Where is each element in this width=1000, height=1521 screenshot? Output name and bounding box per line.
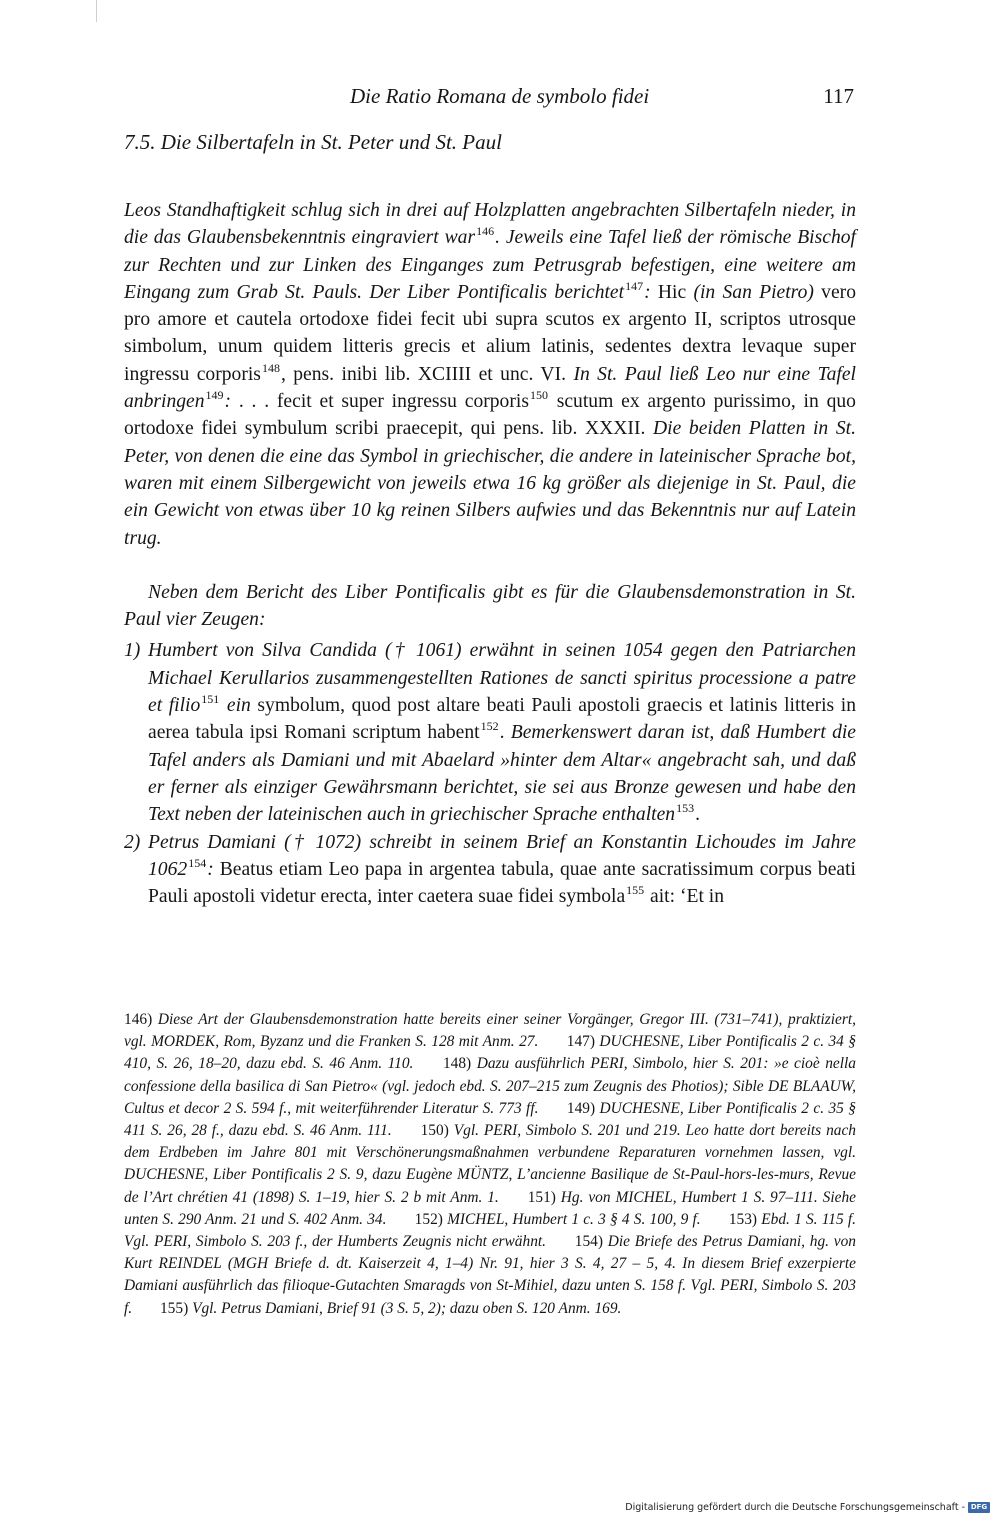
- latin-quote: .: [499, 722, 511, 744]
- footnote-ref[interactable]: 152: [480, 719, 499, 734]
- footnote-number: 151): [527, 1188, 556, 1206]
- footnote-text: Hg. von MICHEL, Humbert 1 S. 97–111. Siehe unten S. 290 Anm. 21 und S. 402 Anm. 34.: [124, 1188, 856, 1228]
- footnote-text: DUCHESNE, Liber Pontificalis 2 c. 35 § 411 S. 26, 28 f., dazu ebd. S. 46 Anm. 111.: [124, 1099, 856, 1140]
- paragraph: [124, 579, 856, 634]
- italic-text: Petrus Damiani († 1072) schreibt in seinem Brief an Konstantin Lichoudes im Jahre 1062: [148, 831, 856, 880]
- latin-quote: Beatus etiam Leo papa in argentea tabula, quae ante sacratissimum corpus beati Pauli apostoli videtur erecta, inter caetera suae fidei symbola: [148, 858, 856, 908]
- footnote-number: 153): [728, 1210, 758, 1228]
- running-title: Die Ratio Romana de symbolo fidei: [350, 84, 650, 108]
- footnote-ref[interactable]: 151: [201, 692, 220, 707]
- latin-quote: symbolum, quod post altare beati Pauli apostoli graecis et latinis litteris in aerea tabula ipsi Romani scriptum habent: [148, 695, 856, 744]
- footnote-number: 149): [566, 1099, 596, 1117]
- footnote-number: 154): [574, 1233, 603, 1251]
- list-number: 2): [124, 831, 141, 853]
- footnote-text: DUCHESNE, Liber Pontificalis 2 c. 34 § 410, S. 26, 18–20, dazu ebd. S. 46 Anm. 110.: [124, 1033, 856, 1073]
- footnotes: [124, 1009, 856, 1320]
- footnote-text: Die Briefe des Petrus Damiani, hg. von Kurt REINDEL (MGH Briefe d. dt. Kaiserzeit 4, 1–4) Nr. 91, hier 3 S. 4, 27 – 5, 4. In diesem Brief exzerpierte Damiani ausführlich das filioque-Gutachten Smaragds von St-Mihiel, dazu unten S. 158 f. Vgl. PERI, Simbolo S. 203 f.: [124, 1233, 856, 1317]
- paragraph: [124, 197, 856, 552]
- italic-text: Neben dem Bericht des Liber Pontificalis gibt es für die Glaubensdemonstration in St. Paul vier Zeugen:: [124, 581, 856, 631]
- footnote-text: Diese Art der Glaubensdemonstration hatte bereits einer seiner Vorgänger, Gregor III. (731–741), praktiziert, vgl. MORDEK, Rom, Byzanz und die Franken S. 128 mit Anm. 27.: [124, 1011, 856, 1051]
- scan-margin-mark: [96, 0, 97, 22]
- italic-text: ein: [220, 695, 251, 717]
- italic-text: :: [224, 391, 232, 413]
- italic-text: Die beiden Platten in St. Peter, von denen die eine das Symbol in griechischer, die andere in lateinischer Sprache bot, waren mit einem Silbergewicht von jeweils etwa 16 kg größer als diejenige in St. Paul, die ein Gewicht von etwas über 10 kg reinen Silbers aufwies und das Bekenntnis nur auf Latein trug.: [124, 418, 856, 549]
- page-number: 117: [823, 84, 854, 108]
- footnote-ref[interactable]: 150: [529, 388, 548, 403]
- latin-quote: . . . fecit et super ingressu corporis: [231, 391, 529, 413]
- footnote: [160, 1300, 621, 1317]
- footnote: [415, 1211, 701, 1228]
- list-item: [124, 637, 856, 828]
- text: .: [695, 804, 700, 826]
- footnote-ref[interactable]: 146: [476, 224, 495, 239]
- italic-text: :: [207, 858, 214, 880]
- latin-quote: , pens. inibi lib. XCIIII et unc. VI.: [280, 363, 574, 385]
- section-heading: 7.5. Die Silbertafeln in St. Peter und St. Paul: [124, 130, 502, 154]
- footnote-number: 155): [159, 1299, 189, 1317]
- footnote-text: MICHEL, Humbert 1 c. 3 § 4 S. 100, 9 f.: [447, 1210, 701, 1228]
- italic-text: In St. Paul ließ Leo nur eine Tafel anbringen: [124, 363, 856, 413]
- latin-quote: scutum ex argento purissimo, in quo ortodoxe fidei symbulum scribi praecepit, qui pens. lib. XXXII.: [124, 391, 856, 440]
- latin-quote: ait: ‘Et in: [645, 886, 725, 908]
- footnote-ref[interactable]: 147: [625, 278, 644, 293]
- body-text: [124, 197, 856, 910]
- italic-text: (in San Pietro): [693, 281, 814, 303]
- footnote-text: Ebd. 1 S. 115 f. Vgl. PERI, Simbolo S. 203 f., der Humberts Zeugnis nicht erwähnt.: [124, 1210, 856, 1251]
- digitization-credit: [625, 1502, 990, 1513]
- footnote-number: 152): [414, 1210, 443, 1228]
- footnote-text: Vgl. Petrus Damiani, Brief 91 (3 S. 5, 2); dazu oben S. 120 Anm. 169.: [192, 1299, 622, 1317]
- footnote-ref[interactable]: 153: [676, 801, 695, 816]
- footnote-text: Dazu ausführlich PERI, Simbolo, hier S. 201: »e cioè nella confessione della basilica di San Pietro« (vgl. jedoch ebd. S. 207–215 zum Zeugnis des Photios); Sible DE BLAAUW, Cultus et decor 2 S. 594 f., mit weiterführender Literatur S. 773 ff.: [124, 1055, 856, 1117]
- footnote-ref[interactable]: 154: [188, 855, 207, 870]
- italic-text: . Jeweils eine Tafel ließ der römische Bischof zur Rechten und zur Linken des Einganges zum Petrusgrab befestigen, eine weitere am Eingang zum Grab St. Pauls. Der Liber Pontificalis berichtet: [124, 227, 856, 303]
- dfg-logo-icon: DFG: [968, 1502, 990, 1513]
- footnote-number: 150): [420, 1122, 449, 1140]
- italic-text: :: [644, 281, 651, 303]
- latin-quote: vero pro amore et cautela ortodoxe fidei fecit ubi supra scutos ex argento II, scriptos utrosque simbolum, unum quidem litteris grecis et alium latinis, sedentes dextra levaque super ingressu corporis: [124, 281, 856, 385]
- footnote-number: 148): [442, 1055, 472, 1073]
- footnote-ref[interactable]: 148: [261, 360, 280, 375]
- running-head: [124, 84, 856, 114]
- credit-text: Digitalisierung gefördert durch die Deutsche Forschungsgemeinschaft -: [625, 1502, 965, 1513]
- footnote-number: 147): [566, 1033, 595, 1051]
- footnote-text: Vgl. PERI, Simbolo S. 201 und 219. Leo hatte dort bereits nach dem Erdbeben im Jahre 801 mit Verschönerungsmaßnahmen verbundene Reparaturen vornehmen lassen, vgl. DUCHESNE, Liber Pontificalis 2 S. 9, dazu Eugène MÜNTZ, L’ancienne Basilique de St-Paul-hors-les-murs, Revue de l’Art chrétien 41 (1898) S. 1–19, hier S. 2 b mit Anm. 1.: [124, 1122, 856, 1206]
- list-number: 1): [124, 640, 141, 662]
- footnote-ref[interactable]: 149: [205, 388, 224, 403]
- list-item: [124, 829, 856, 911]
- italic-text: Humbert von Silva Candida († 1061) erwähnt in seinen 1054 gegen den Patriarchen Michael Kerullarios zusammengestellten Rationes de sancti spiritus processione a patre et filio: [148, 640, 856, 717]
- footnote-ref[interactable]: 155: [626, 883, 645, 898]
- italic-text: Leos Standhaftigkeit schlug sich in drei auf Holzplatten angebrachten Silbertafeln nieder, in die das Glaubensbekenntnis eingraviert war: [124, 200, 856, 249]
- latin-quote: Hic: [650, 281, 694, 303]
- italic-text: Bemerkenswert daran ist, daß Humbert die Tafel anders als Damiani und mit Abaelard »hinter dem Altar« angebracht sah, und daß er ferner als einziger Gewährsmann berichtet, sie sei aus Bronze gewesen und habe den Text neben der lateinischen auch in griechischer Sprache enthalten: [148, 722, 857, 826]
- footnote-number: 146): [124, 1011, 153, 1028]
- witness-list: [124, 637, 856, 910]
